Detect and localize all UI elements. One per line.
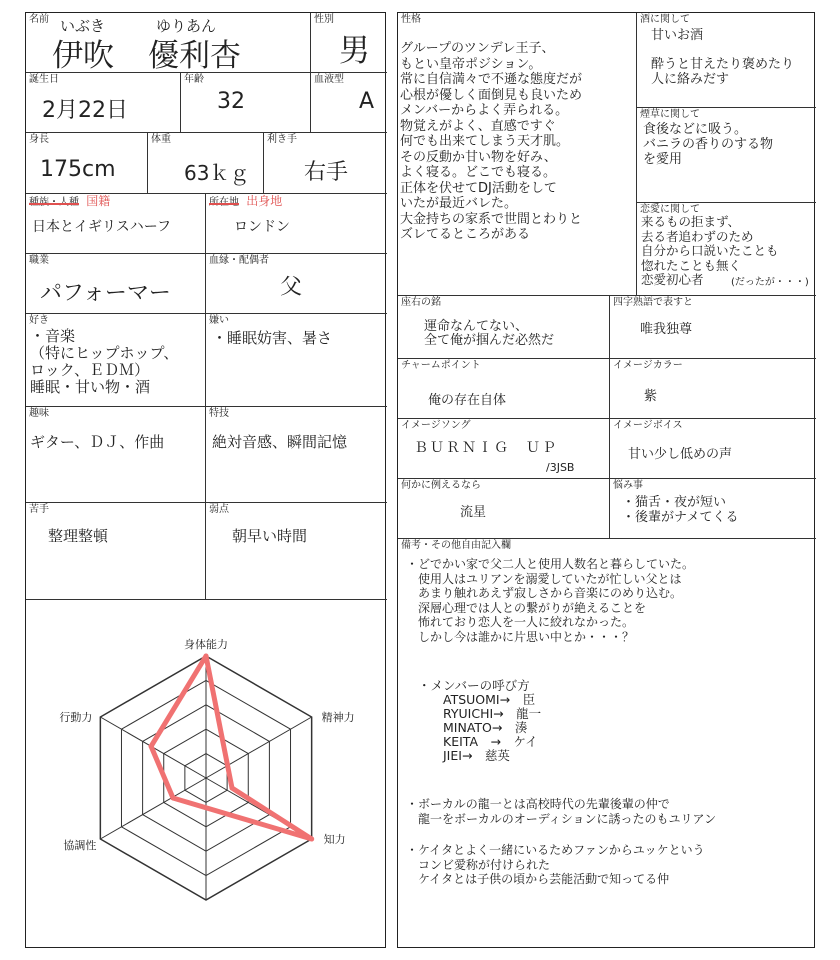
song-cell: [398, 419, 610, 479]
gender-cell: [311, 13, 387, 73]
alcohol-value: 甘いお酒 酔うと甘えたり褒めたり 人に絡みだす: [651, 28, 795, 87]
race-label-struck: 種族・人種: [29, 197, 79, 208]
alcohol-cell: [637, 13, 816, 108]
name-furigana-family: いぶき: [60, 17, 106, 35]
race-value: 日本とイギリスハーフ: [32, 219, 172, 235]
personality-cell: [398, 13, 637, 296]
likes-cell: [26, 314, 206, 407]
charm-value: 俺の存在自体: [428, 393, 507, 408]
family-label: 血縁・配偶者: [209, 255, 269, 266]
personality-value: グループのツンデレ王子、 もとい皇帝ポジション。 常に自信満々で不遜な態度だが 心根が優しく面倒見も良いため メンバーからよく弄られる。 物覚えがよく、直感ですぐ 何でも出来てしまう天才肌。 その反動か甘い物を好み、 よく寝る。どこでも寝る。 正体を伏せてDJ活動をして いたが最近バレた。 大金持ちの家系で世間とわりと ズレてるところがある: [400, 41, 583, 242]
personality-label: 性格: [401, 14, 421, 25]
hobby-label: 趣味: [29, 408, 49, 419]
birthday-label: 誕生日: [29, 74, 59, 85]
song-label: イメージソング: [401, 420, 471, 431]
skill-cell: [206, 407, 387, 503]
song-value: ＢＵＲＮＩＧ ＵＰ: [414, 440, 558, 456]
likes-value: ・音楽 （特にヒップホップ、 ロック、ＥＤＭ） 睡眠・甘い物・酒: [30, 327, 179, 396]
color-value: 紫: [644, 389, 658, 404]
weakness-cell: [206, 503, 387, 600]
radar-data-point: [204, 654, 209, 659]
charm-cell: [398, 359, 610, 419]
name-label: 名前: [29, 14, 49, 25]
worries-label: 悩み事: [613, 480, 643, 491]
likes-label: 好き: [29, 315, 49, 326]
smoking-value: 食後などに吸う。 バニラの香りのする物 を愛用: [643, 122, 774, 167]
four-char-label: 四字熟語で表すと: [613, 297, 693, 308]
metaphor-label: 何かに例えるなら: [401, 480, 481, 491]
axis-label-body: 身体能力: [184, 638, 228, 651]
name-family: 伊吹: [52, 38, 114, 73]
home-label-correction: 出身地: [246, 194, 283, 208]
voice-value: 甘い少し低めの声: [628, 447, 733, 462]
weak-at-label: 苦手: [29, 504, 49, 515]
gender-label: 性別: [314, 14, 334, 25]
charm-label: チャームポイント: [401, 360, 481, 371]
height-label: 身長: [29, 134, 49, 145]
worries-cell: [610, 479, 816, 539]
blood-value: A: [359, 89, 375, 114]
motto-cell: [398, 296, 610, 359]
job-value: パフォーマー: [40, 281, 171, 306]
love-value: 来るもの拒まず、 去る者追わずのため 自分から口説いたことも 惚れたことも無く 恋愛初心者: [641, 214, 779, 287]
birthday-cell: [26, 73, 181, 133]
race-label: [29, 195, 110, 209]
axis-label-mental: 精神力: [321, 711, 355, 724]
age-cell: [181, 73, 311, 133]
radar-spoke: [100, 778, 206, 839]
radar-data-point: [309, 837, 314, 842]
weight-label: 体重: [151, 134, 171, 145]
skill-label: 特技: [209, 408, 229, 419]
notes-p1: ・どでかい家で父二人と使用人数名と暮らしていた。 使用人はユリアンを溺愛していたが忙しい父とは あまり触れあえず寂しさから音楽にのめり込む。 深層心理では人との繋がりが絶えることを 怖れており恋人を一人に絞れなかった。 しかし今は誰かに片思い中とか・・・？: [406, 557, 695, 644]
hobby-cell: [26, 407, 206, 503]
age-value: 32: [217, 89, 245, 114]
axis-label-cooperation: 協調性: [63, 839, 97, 852]
weak-at-value: 整理整頓: [48, 527, 109, 545]
blood-cell: [311, 73, 387, 133]
right-sheet: [397, 12, 815, 948]
love-cell: [637, 203, 816, 296]
worries-value: ・猫舌・夜が短い ・後輩がナメてくる: [622, 495, 739, 525]
home-label: [209, 195, 282, 209]
motto-value: 運命なんてない、 全て俺が掴んだ必然だ: [424, 319, 555, 348]
hand-label: 利き手: [267, 134, 297, 145]
family-cell: [206, 254, 387, 314]
weakness-value: 朝早い時間: [232, 527, 308, 545]
four-char-value: 唯我独尊: [640, 322, 693, 337]
dislikes-cell: [206, 314, 387, 407]
smoking-label: 煙草に関して: [640, 109, 700, 120]
weak-at-cell: [26, 503, 206, 600]
alcohol-label: 酒に関して: [640, 14, 690, 25]
voice-label: イメージボイス: [613, 420, 683, 431]
blood-label: 血液型: [314, 74, 344, 85]
home-cell: [206, 194, 387, 254]
radar-data-point: [230, 786, 235, 791]
dislikes-value: ・睡眠妨害、暑さ: [212, 329, 333, 347]
home-label-struck: 所在地: [209, 197, 239, 208]
left-sheet: [25, 12, 386, 948]
four-char-cell: [610, 296, 816, 359]
race-label-correction: 国籍: [86, 194, 111, 208]
love-aside: (だったが・・・): [731, 277, 809, 288]
metaphor-value: 流星: [460, 505, 487, 520]
notes-p4: ・ケイタとよく一緒にいるためファンからユッケという コンビ愛称が付けられた ケイタとは子供の頃から芸能活動で知ってる仲: [406, 843, 705, 886]
name-given: 優利杏: [148, 38, 241, 73]
axis-label-intellect: 知力: [323, 833, 346, 846]
notes-p3: ・ボーカルの龍一とは高校時代の先輩後輩の仲で 龍一をボーカルのオーディションに誘ったのもユリアン: [406, 797, 717, 826]
skill-value: 絶対音感、瞬間記憶: [212, 433, 348, 451]
song-artist: /3JSB: [546, 461, 575, 474]
height-value: 175cm: [40, 157, 116, 182]
race-cell: [26, 194, 206, 254]
hobby-value: ギター、ＤＪ、作曲: [30, 433, 165, 451]
color-cell: [610, 359, 816, 419]
notes-p2: ・メンバーの呼び方 ATSUOMI→ 臣 RYUICHI→ 龍一 MINATO→ 湊 KEITA → ケイ JIEI→ 慈英: [418, 678, 542, 763]
notes-cell: [398, 539, 816, 949]
radar-cell: [26, 600, 387, 949]
metaphor-cell: [398, 479, 610, 539]
radar-data-point: [171, 796, 176, 801]
radar-data-point: [149, 744, 154, 749]
hand-cell: [264, 133, 387, 194]
family-value: 父: [280, 275, 303, 300]
hand-value: 右手: [304, 160, 349, 185]
weight-cell: [148, 133, 264, 194]
axis-label-action: 行動力: [59, 711, 93, 724]
radar-chart: [26, 600, 387, 949]
name-furigana-given: ゆりあん: [156, 17, 217, 35]
love-label: 恋愛に関して: [640, 204, 700, 215]
motto-label: 座右の銘: [401, 297, 441, 308]
gender-value: 男: [339, 33, 370, 69]
age-label: 年齢: [184, 74, 204, 85]
weakness-label: 弱点: [209, 504, 229, 515]
height-cell: [26, 133, 148, 194]
weight-value: 63ｋｇ: [184, 161, 250, 185]
name-cell: [26, 13, 311, 73]
voice-cell: [610, 419, 816, 479]
color-label: イメージカラー: [613, 360, 683, 371]
dislikes-label: 嫌い: [209, 315, 229, 326]
home-value: ロンドン: [234, 219, 290, 235]
smoking-cell: [637, 108, 816, 203]
job-label: 職業: [29, 255, 49, 266]
notes-label: 備考・その他自由記入欄: [401, 540, 511, 551]
birthday-value: 2月22日: [42, 98, 128, 123]
job-cell: [26, 254, 206, 314]
